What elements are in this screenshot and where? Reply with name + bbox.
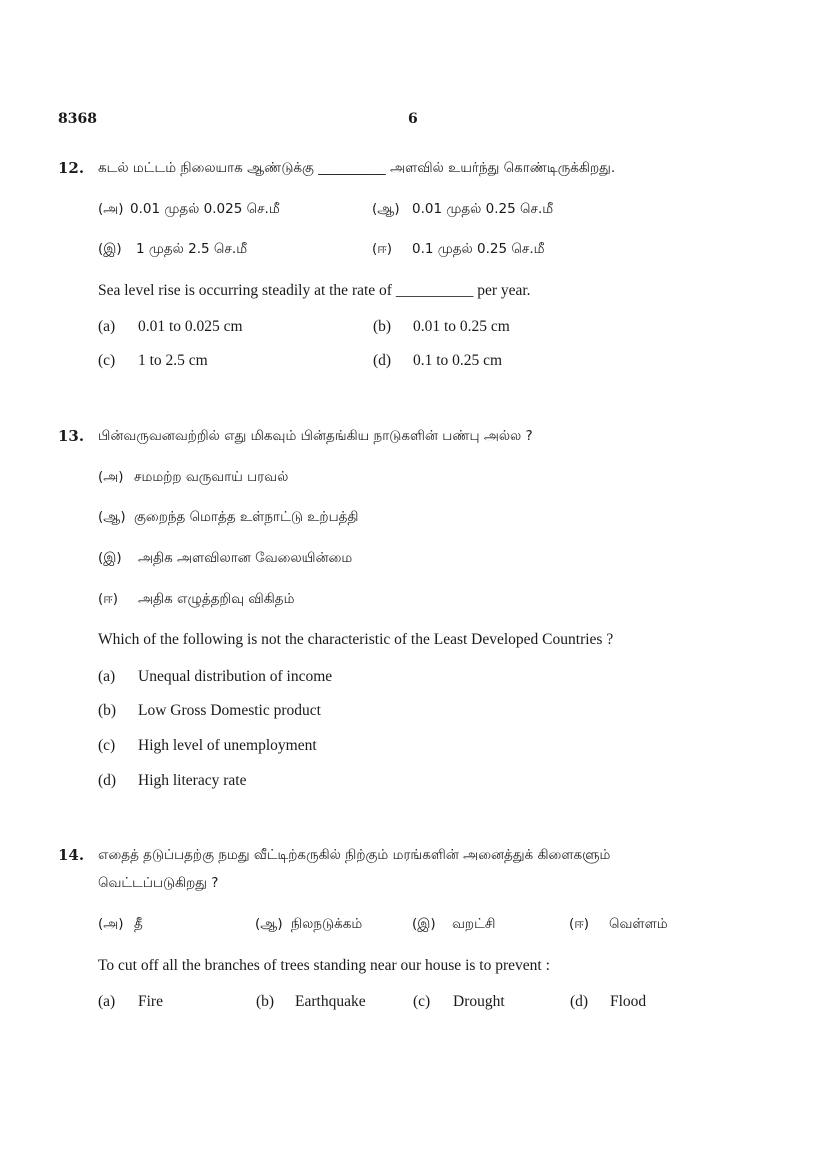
option-english-b xyxy=(98,702,321,720)
option-label: (a) xyxy=(98,318,116,335)
option-text: Earthquake xyxy=(295,993,366,1010)
option-label: (c) xyxy=(98,352,116,369)
option-label: (ஆ) xyxy=(98,509,126,525)
option-label: (b) xyxy=(256,993,275,1010)
option-tamil-c xyxy=(98,241,247,259)
option-tamil-a xyxy=(98,469,288,487)
option-label: (ஈ) xyxy=(98,591,119,607)
option-text: வெள்ளம் xyxy=(609,916,668,932)
option-tamil-b xyxy=(255,916,362,934)
option-english-c xyxy=(98,352,208,370)
option-label: (ஆ) xyxy=(255,916,283,932)
option-label: (அ) xyxy=(98,469,124,485)
option-text: 1 முதல் 2.5 செ.மீ xyxy=(136,241,248,257)
option-label: (அ) xyxy=(98,201,124,217)
option-text: சமமற்ற வருவாய் பரவல் xyxy=(134,469,289,485)
option-text: Low Gross Domestic product xyxy=(138,702,321,719)
option-text: Flood xyxy=(610,993,647,1010)
option-label: (ஈ) xyxy=(569,916,590,932)
option-label: (b) xyxy=(98,702,117,719)
option-tamil-c xyxy=(98,550,352,568)
option-text: தீ xyxy=(134,916,143,932)
option-text: 0.1 to 0.25 cm xyxy=(413,352,503,369)
option-tamil-b xyxy=(372,201,553,219)
option-text: Unequal distribution of income xyxy=(138,668,333,685)
option-text: நிலநடுக்கம் xyxy=(291,916,363,932)
question-text-tamil-line2: வெட்டப்படுகிறது ? xyxy=(98,875,219,891)
option-english-d xyxy=(373,352,502,370)
option-label: (a) xyxy=(98,993,116,1010)
option-text: 0.01 to 0.25 cm xyxy=(413,318,510,335)
option-text: அதிக அளவிலான வேலையின்மை xyxy=(138,550,353,566)
option-label: (இ) xyxy=(412,916,436,932)
option-text: Fire xyxy=(138,993,163,1010)
option-tamil-a xyxy=(98,201,280,219)
question-number: 12. xyxy=(58,159,85,177)
option-label: (b) xyxy=(373,318,392,335)
option-text: High literacy rate xyxy=(138,772,247,789)
page-number: 6 xyxy=(408,111,418,127)
option-label: (d) xyxy=(570,993,589,1010)
option-label: (அ) xyxy=(98,916,124,932)
option-english-b xyxy=(373,318,510,336)
option-tamil-a xyxy=(98,916,143,934)
question-number: 14. xyxy=(58,846,85,864)
option-text: 0.01 to 0.025 cm xyxy=(138,318,243,335)
option-label: (இ) xyxy=(98,241,122,257)
option-tamil-d xyxy=(98,591,294,609)
question-text-english: Which of the following is not the characteristic of the Least Developed Countries ? xyxy=(98,631,614,648)
option-english-c xyxy=(98,737,317,755)
question-text-tamil-line1: எதைத் தடுப்பதற்கு நமது வீட்டிற்கருகில் நிற்கும் மரங்களின் அனைத்துக் கிளைகளும் xyxy=(98,847,611,863)
option-label: (d) xyxy=(98,772,117,789)
option-english-d xyxy=(98,772,246,790)
paper-code: 8368 xyxy=(58,111,97,127)
question-number: 13. xyxy=(58,427,85,445)
option-text: Drought xyxy=(453,993,505,1010)
option-english-a xyxy=(98,993,163,1011)
option-tamil-d xyxy=(569,916,668,934)
option-text: 0.1 முதல் 0.25 செ.மீ xyxy=(412,241,545,257)
option-english-a xyxy=(98,318,243,336)
option-text: அதிக எழுத்தறிவு விகிதம் xyxy=(138,591,295,607)
option-text: 0.01 முதல் 0.25 செ.மீ xyxy=(412,201,554,217)
option-label: (c) xyxy=(98,737,116,754)
option-text: 0.01 முதல் 0.025 செ.மீ xyxy=(130,201,280,217)
option-label: (ஆ) xyxy=(372,201,400,217)
option-label: (இ) xyxy=(98,550,122,566)
option-text: 1 to 2.5 cm xyxy=(138,352,208,369)
option-tamil-b xyxy=(98,509,359,527)
question-text-english: Sea level rise is occurring steadily at the rate of __________ per year. xyxy=(98,282,531,299)
option-label: (a) xyxy=(98,668,116,685)
option-label: (d) xyxy=(373,352,392,369)
option-label: (ஈ) xyxy=(372,241,393,257)
question-text-english: To cut off all the branches of trees standing near our house is to prevent : xyxy=(98,957,550,974)
option-text: High level of unemployment xyxy=(138,737,317,754)
option-text: வறட்சி xyxy=(452,916,496,932)
option-text: குறைந்த மொத்த உள்நாட்டு உற்பத்தி xyxy=(134,509,359,525)
option-label: (c) xyxy=(413,993,431,1010)
option-english-a xyxy=(98,668,332,686)
option-english-c xyxy=(413,993,505,1011)
question-text-tamil: பின்வருவனவற்றில் எது மிகவும் பின்தங்கிய நாடுகளின் பண்பு அல்ல ? xyxy=(98,428,533,444)
option-tamil-c xyxy=(412,916,495,934)
option-tamil-d xyxy=(372,241,545,259)
option-english-d xyxy=(570,993,646,1011)
question-text-tamil: கடல் மட்டம் நிலையாக ஆண்டுக்கு __________ அளவில் உயர்ந்து கொண்டிருக்கிறது. xyxy=(98,160,616,176)
option-english-b xyxy=(256,993,366,1011)
